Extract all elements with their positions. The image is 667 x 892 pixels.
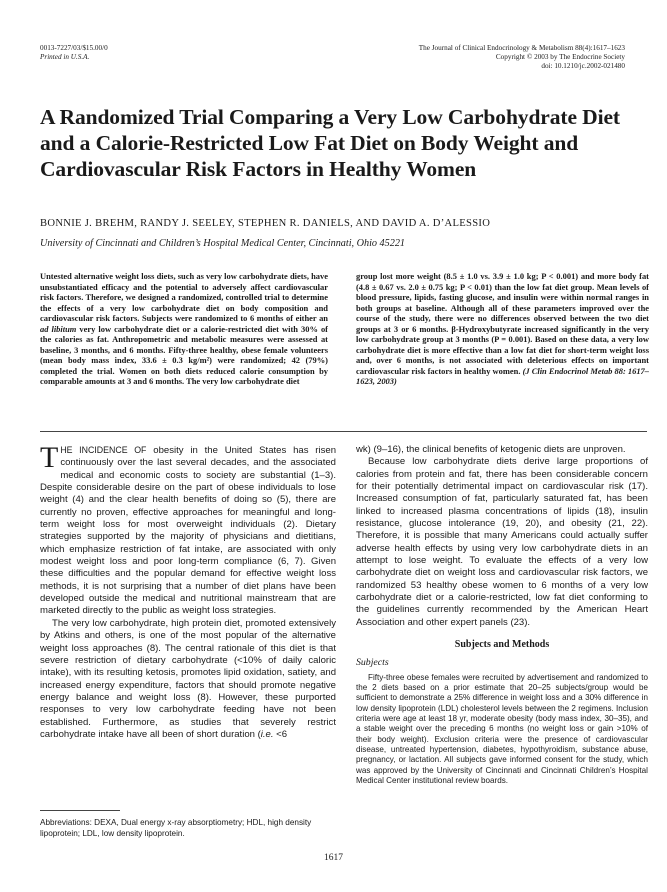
header-right	[419, 44, 625, 71]
doi-line: doi: 10.1210/jc.2002-021480	[541, 62, 625, 70]
paragraph-text: obesity in the United States has risen continuously over the last several decades, and the associated medical and economic costs to society are substantial (1–3). Despite considerable desire on the part of obese individuals to lose weight (4) and the clear health benefits of doing so (5), there are currently no proven, effective approaches for meaningful and long-term weight loss for most overweight individuals (2). Dietary strategies supported by the majority of physicians and dietitians, which emphasize restriction of fat intake, are associated with only modest weight loss and poor long-term compliance (6, 7). Given these difficulties and the popular demand for effective weight loss methods, it is not surprising that a number of diet plans have been developed outside the medical and nutritional mainstream that are marketed directly to the public as weight loss strategies.	[40, 445, 336, 617]
abstract-left-column	[40, 271, 328, 387]
abbreviations-footnote: Abbreviations: DEXA, Dual energy x-ray absorptiometry; HDL, high density lipoprotein; LDL, low density lipoprotein.	[40, 818, 312, 838]
body-right-column	[356, 444, 648, 786]
footnote-divider	[40, 810, 120, 811]
drop-cap: T	[40, 441, 59, 474]
body-left-column	[40, 441, 336, 741]
page-number: 1617	[324, 853, 343, 863]
intro-paragraph	[40, 618, 336, 741]
abstract-text: very low carbohydrate diet or a calorie-restricted diet with 30% of the calories as fat. Anthropometric and metabolic measures were assessed at baseline, 3 months, and 6 months. Fifty-three healthy, obese female volunteers (mean body mass index, 33.6 ± 0.3 kg/m²) were randomized; 42 (79%) completed the trial. Women on both diets reduced calorie consumption by comparable amounts at 3 and 6 months. The very low carbohydrate diet	[40, 323, 328, 387]
methods-paragraph: Fifty-three obese females were recruited by advertisement and randomized to the 2 diets based on a prior estimate that 20–25 subjects/group would be sufficient to demonstrate a 25% difference in weight loss and a 30% difference in low density lipoprotein (LDL) cholesterol levels between the 2 regimens. Inclusion criteria were age at least 18 yr, moderate obesity (body mass index, 30–35), and a stable weight over the preceding 6 months (no weight loss or gain >10% of their body weight). Exclusion criteria were the presence of cardiovascular disease, untreated hypertension, diabetes, hypothyroidism, substance abuse, pregnancy, or lactation. All subjects gave informed consent for the study, which was approved by the University of Cincinnati and Cincinnati Children’s Hospital Medical Center institutional review boards.	[356, 672, 648, 785]
paragraph-text: <6	[273, 728, 288, 740]
abstract-italic: ad libitum	[40, 323, 77, 334]
abstract-text: group lost more weight (8.5 ± 1.0 vs. 3.9 ± 1.0 kg; P < 0.001) and more body fat (4.8 ± 0.67 vs. 2.0 ± 0.75 kg; P < 0.01) than the low fat diet group. Mean levels of blood pressure, lipids, fasting glucose, and insulin were within normal ranges in both groups at baseline. Although all of these parameters improved over the course of the study, there were no differences observed between the two diet groups at 3 or 6 months. β-Hydroxybutyrate increased significantly in the very low carbohydrate group at 3 months (P = 0.001). Based on these data, a very low carbohydrate diet is more effective than a low fat diet for short-term weight loss and, over 6 months, is not associated with deleterious effects on important cardiovascular risk factors in healthy women.	[356, 271, 649, 376]
intro-paragraph	[40, 441, 336, 618]
abstract-text: Untested alternative weight loss diets, such as very low carbohydrate diets, have unsubstantiated efficacy and the potential to adversely affect cardiovascular risk factors. Therefore, we designed a randomized, controlled trial to determine the effects of a very low carbohydrate diet on body composition and cardiovascular risk factors. Subjects were randomized to 6 months of either an	[40, 271, 328, 324]
section-heading: Subjects and Methods	[454, 639, 550, 651]
abstract-citation: (J Clin Endocrinol Metab 88: 1617–1623, 2003)	[356, 365, 649, 387]
paragraph-text: The very low carbohydrate, high protein diet, promoted extensively by Atkins and others, is one of the most popular of the alternative weight loss approaches (8). The central rationale of this diet is that severe restriction of dietary carbohydrate (<10% of daily caloric intake), with its resulting ketosis, promotes lipid oxidation, satiety, and increased energy expenditure, factors that should promote negative energy balance and weight loss (8). However, these purported responses to very low carbohydrate feeding have not been established. Furthermore, as studies that severely restrict carbohydrate intake have all been of short duration (	[40, 617, 336, 740]
abstract-divider	[40, 431, 647, 432]
subsection-heading: Subjects	[356, 656, 389, 668]
printed-line: Printed in U.S.A.	[40, 53, 90, 61]
lead-small-caps: HE INCIDENCE OF	[60, 445, 147, 455]
author-list: BONNIE J. BREHM, RANDY J. SEELEY, STEPHEN R. DANIELS, AND DAVID A. D’ALESSIO	[40, 218, 491, 229]
issn-line: 0013-7227/03/$15.00/0	[40, 44, 108, 52]
article-title: A Randomized Trial Comparing a Very Low Carbohydrate Diet and a Calorie-Restricted Low Fat Diet on Body Weight and Cardiovascular Risk Factors in Healthy Women	[40, 105, 620, 181]
abstract-right-column	[356, 271, 649, 387]
header-left	[40, 44, 108, 62]
affiliation: University of Cincinnati and Children’s Hospital Medical Center, Cincinnati, Ohio 45221	[40, 238, 406, 249]
intro-paragraph: Because low carbohydrate diets derive large proportions of calories from protein and fat, there has been considerable concern for their potentially detrimental impact on cardiovascular risk (17). Increased consumption of fat, particularly saturated fat, has been linked to increased plasma concentrations of lipids (18), insulin resistance, glucose intolerance (19, 20), and obesity (21, 22). Therefore, it is possible that many Americans could actually suffer adverse health effects by using very low carbohydrate diets in an attempt to lose weight. To evaluate the effects of a very low carbohydrate diet on weight loss and cardiovascular risk factors, we randomized 53 healthy obese women to 6 months of a very low carbohydrate diet or a calorie-restricted, low fat diet conforming to the guidelines currently recommended by the American Heart Association and other expert panels (23).	[356, 456, 648, 628]
journal-citation: The Journal of Clinical Endocrinology & Metabolism 88(4):1617–1623	[418, 44, 625, 52]
italic-text: i.e.	[260, 728, 274, 740]
copyright-line: Copyright © 2003 by The Endocrine Society	[495, 53, 625, 61]
intro-paragraph: wk) (9–16), the clinical benefits of ketogenic diets are unproven.	[356, 444, 626, 455]
